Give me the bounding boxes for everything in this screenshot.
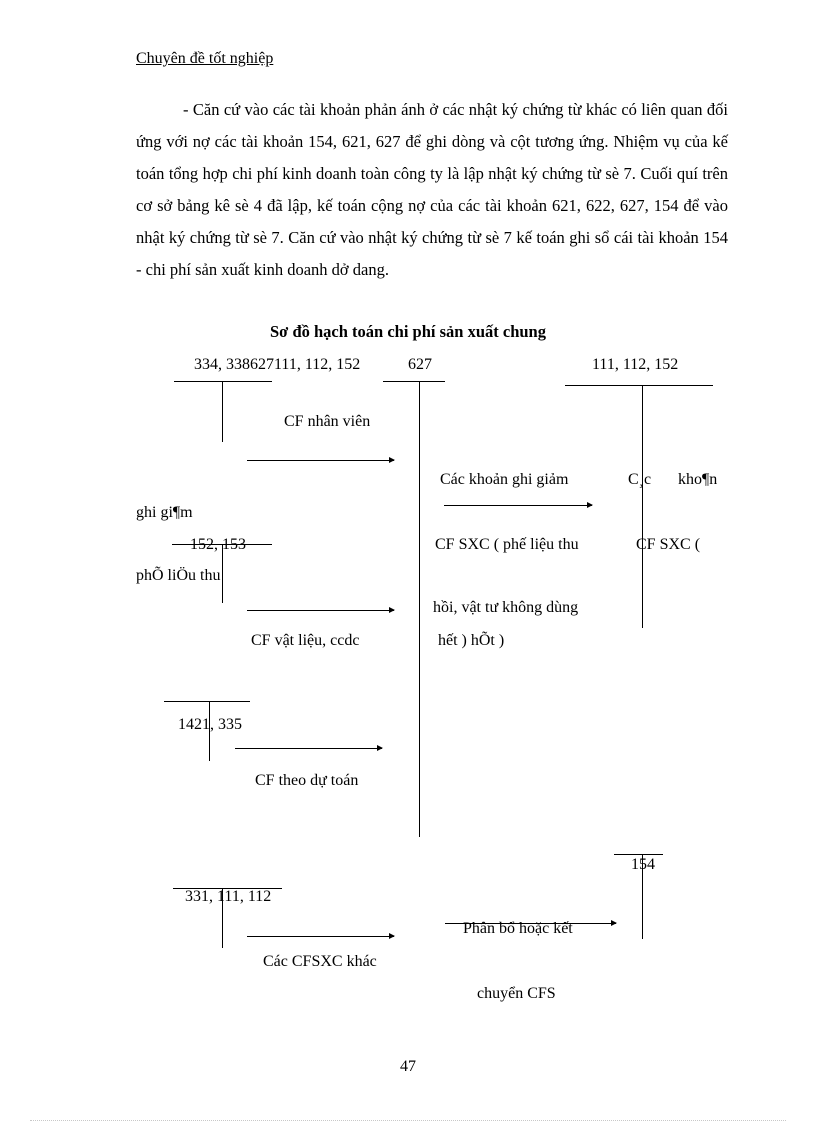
account-1421-label: 1421, 335 bbox=[178, 716, 242, 733]
label-phan-bo: Phân bổ hoặc kết bbox=[463, 920, 573, 937]
document-header: Chuyên đề tốt nghiệp bbox=[136, 50, 274, 67]
t-account-111-top bbox=[565, 385, 713, 386]
label-het-hot: hết ) hÕt ) bbox=[438, 632, 505, 649]
label-ghi-gim: ghi gi¶m bbox=[136, 504, 193, 521]
label-cac-cfsxc-khac: Các CFSXC khác bbox=[263, 953, 377, 970]
label-pho-lieu-thu: phÕ liÖu thu bbox=[136, 567, 221, 584]
label-cf-vat-lieu: CF vật liệu, ccdc bbox=[251, 632, 360, 649]
arrow-cac-cfsxc-khac bbox=[247, 936, 394, 937]
body-paragraph bbox=[136, 94, 728, 286]
t-account-334-top bbox=[174, 381, 272, 382]
arrow-cf-vat-lieu bbox=[247, 610, 394, 611]
label-cf-nhan-vien: CF nhân viên bbox=[284, 413, 371, 430]
label-hoi-vat-tu: hồi, vật tư không dùng bbox=[433, 599, 579, 616]
arrow-cac-khoan-ghi-giam bbox=[444, 505, 592, 506]
label-kho-n: kho¶n bbox=[678, 471, 718, 488]
paragraph-text: - Căn cứ vào các tài khoản phản ánh ở các nhật ký chứng từ khác có liên quan đối ứng với nợ các tài khoản 154, 621, 627 để ghi dòng và cột tương ứng. Nhiệm vụ của kế toán tổng hợp chi phí kinh doanh toàn công ty là lập nhật ký chứng từ sè 7. Cuối quí trên cơ sở bảng kê sè 4 đã lập, kế toán cộng nợ của các tài khoản 621, 622, 627, 154 để vào nhật ký chứng từ sè 7. Căn cứ vào nhật ký chứng từ sè 7 kế toán ghi sổ cái tài khoản 154 - chi phí sản xuất kinh doanh dở dang. bbox=[136, 100, 728, 279]
label-c-c: C¸c bbox=[628, 471, 652, 488]
label-chuyen-cfs: chuyển CFS bbox=[477, 985, 556, 1002]
page-number: 47 bbox=[400, 1058, 416, 1075]
footer-divider bbox=[30, 1120, 786, 1121]
label-cf-sxc-2: CF SXC ( bbox=[636, 536, 701, 553]
label-cf-sxc-phe-lieu: CF SXC ( phế liệu thu bbox=[435, 536, 579, 553]
account-152-label: 152, 153 bbox=[190, 536, 246, 553]
diagram-title: Sơ đồ hạch toán chi phí sản xuất chung bbox=[270, 322, 546, 341]
t-account-154-top bbox=[614, 854, 663, 855]
t-account-1421-top bbox=[164, 701, 250, 702]
t-account-334-stem bbox=[222, 381, 223, 442]
t-account-111-stem bbox=[642, 385, 643, 628]
account-627-label: 627 bbox=[408, 356, 432, 373]
t-account-152-stem bbox=[222, 544, 223, 603]
arrow-cf-nhan-vien bbox=[247, 460, 394, 461]
account-334-label: 334, 338627111, 112, 152 bbox=[194, 356, 361, 373]
account-331-label: 331, 111, 112 bbox=[185, 888, 272, 905]
account-154-label: 154 bbox=[631, 856, 655, 873]
t-account-627-top bbox=[383, 381, 445, 382]
label-cac-khoan-ghi-giam: Các khoản ghi giảm bbox=[440, 471, 569, 488]
account-111-label: 111, 112, 152 bbox=[592, 356, 679, 373]
t-account-627-stem bbox=[419, 381, 420, 837]
arrow-cf-theo-du-toan bbox=[235, 748, 382, 749]
label-cf-theo-du-toan: CF theo dự toán bbox=[255, 772, 359, 789]
